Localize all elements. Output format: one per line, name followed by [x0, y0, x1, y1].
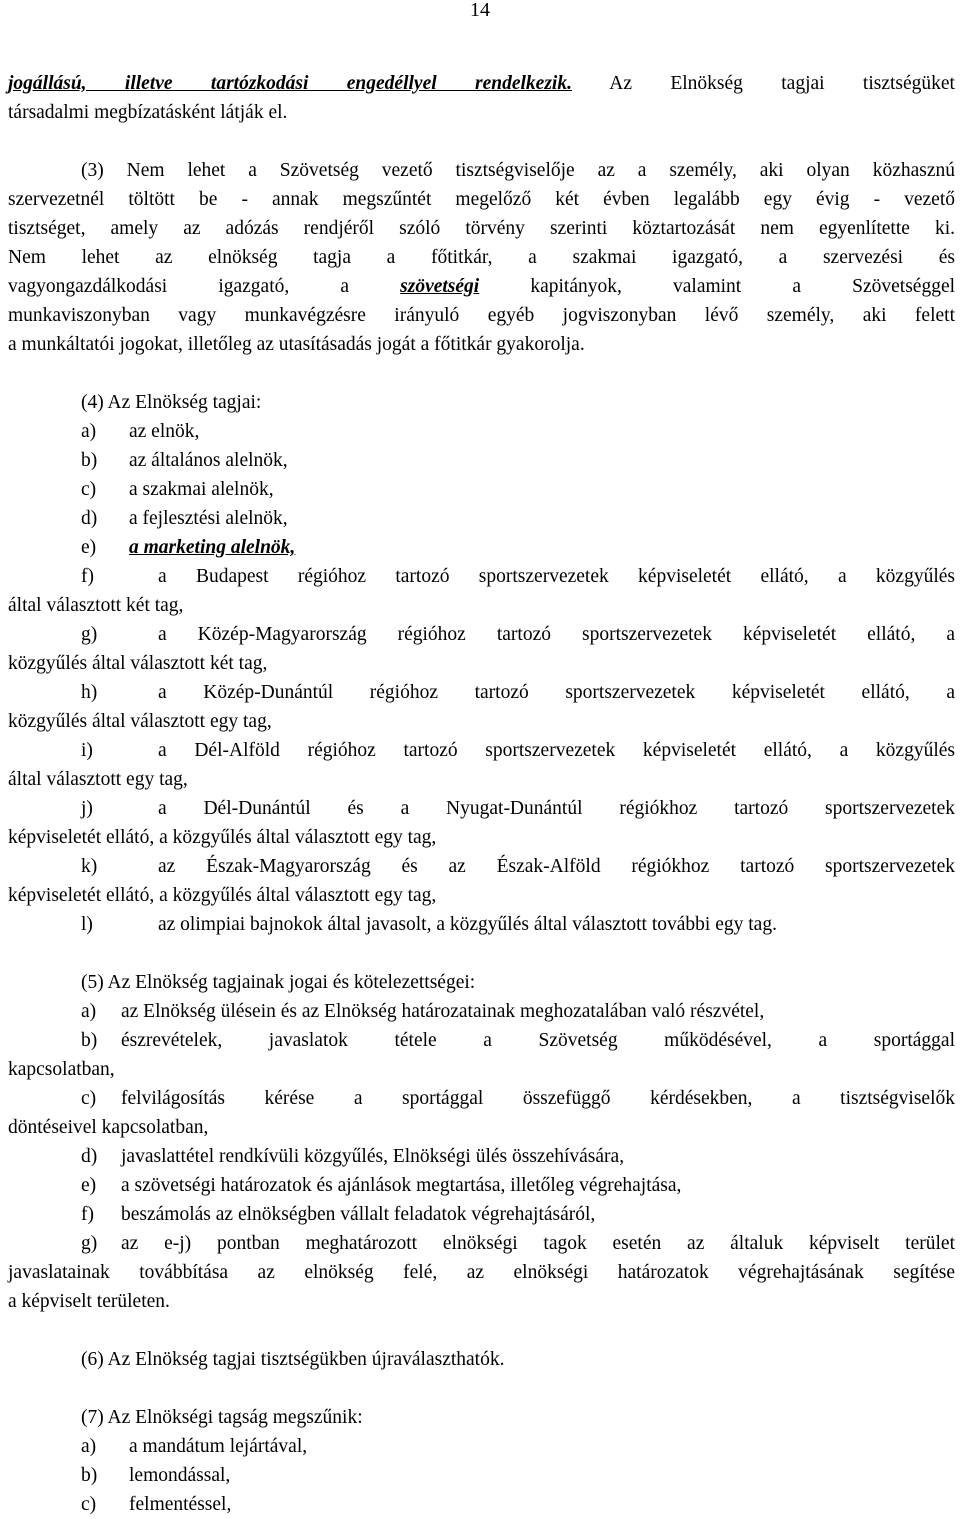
para5-item-c: c) felvilágosítás kérése a sportággal összefüggő kérdésekben, a tisztségviselők: [81, 1088, 955, 1109]
para4-item-h: h) a Közép-Dunántúl régióhoz tartozó sportszervezetek képviseletét ellátó, a: [81, 682, 955, 703]
page-number: 14: [470, 0, 490, 21]
para4-item-a: a) az elnök,: [81, 421, 200, 442]
para5-item-a: a) az Elnökség ülésein és az Elnökség határozatainak meghozatalában való részvétel,: [81, 1001, 765, 1022]
para3-line-6: munkaviszonyban vagy munkavégzésre irányuló egyéb jogviszonyban lévő személy, aki felett: [8, 305, 955, 326]
para3-line-7: a munkáltatói jogokat, illetőleg az utasításadás jogát a főtitkár gyakorolja.: [8, 334, 585, 355]
para7-heading: (7) Az Elnökségi tagság megszűnik:: [81, 1407, 363, 1428]
para5-item-g: g) az e-j) pontban meghatározott elnökségi tagok esetén az általuk képviselt terület: [81, 1233, 955, 1254]
para4-item-d: d) a fejlesztési alelnök,: [81, 508, 288, 529]
szovetsegi-emphasis: szövetségi: [400, 276, 480, 297]
intro-line-1: jogállású, illetve tartózkodási engedéllyel rendelkezik. Az Elnökség tagjai tisztségüket: [8, 73, 955, 94]
para5-item-d: d) javaslattétel rendkívüli közgyűlés, Elnökségi ülés összehívására,: [81, 1146, 625, 1167]
para5-item-e: e) a szövetségi határozatok és ajánlások megtartása, illetőleg végrehajtása,: [81, 1175, 682, 1196]
para7-item-a: a) a mandátum lejártával,: [81, 1436, 308, 1457]
document-body: jogállású, illetve tartózkodási engedéllyel rendelkezik. Az Elnökség tagjai tisztségüket társadalmi megbízatásként látják el. (3) Nem lehet a Szövetség vezető tisztségviselője az a személy, aki olyan közhasznú szervezetnél töltött be - annak megszűntét megelőző két évben legalább egy évig - vezető tisztséget, amely az adózás rendjéről szóló törvény szerinti köztartozását nem egyenlítette ki. Nem lehet az elnökség tagja a főtitkár, a szakmai igazgató, a szervezési és vagyongazdálkodási igazgató, a szövetségi kapitányok, valamint a Szövetséggel munkaviszonyban vagy munkavégzésre irányuló egyéb jogviszonyban lévő személy, aki felett a munkáltatói jogokat, illetőleg az utasításadás jogát a főtitkár gyakorolja. (4) Az Elnökség tagjai: a) az elnök, b) az általános alelnök, c) a szakmai alelnök, d) a fejlesztési alelnök, e) a marketing alelnök, f) a Budapest régióhoz tartozó sportszervezetek képviseletét ellátó, a közgyűlés által választott két tag, g) a Közép-Magyarország régióhoz tartozó sportszervezetek képviseletét ellátó, a közgyűlés által választott két tag, h) a Közép-Dunántúl régióhoz tartozó sportszervezetek képviseletét ellátó, a közgyűlés által választott egy tag, i) a Dél-Alföld régióhoz tartozó sportszervezetek képviseletét ellátó, a közgyűlés által választott egy tag, j) a Dél-Dunántúl és a Nyugat-Dunántúl régiókhoz tartozó sportszervezetek képviseletét ellátó, a közgyűlés által választott egy tag, k) az Észak-Magyarország és az Észak-Alföld régiókhoz tartozó sportszervezetek képviseletét ellátó, a közgyűlés által választott egy tag, l) az olimpiai bajnokok által javasolt, a közgyűlés által választott további egy tag. (5) Az Elnökség tagjainak jogai és kötelezettségei: a) az Elnökség ülésein és az Elnökség határozatainak meghozatalában való részvétel, b) észrevételek, javaslatok tétele a Szövetség működésével, a sportággal kapcsolatban, c) felvilágosítás kérése a sportággal összefüggő kérdésekben, a tisztségviselők döntéseivel kapcsolatban, d) javaslattétel rendkívüli közgyűlés, Elnökségi ülés összehívására, e) a szövetségi határozatok és ajánlások megtartása, illetőleg végrehajtása, f) beszámolás az elnökségben vállalt feladatok végrehajtásáról, g) az e-j) pontban meghatározott elnökségi tagok esetén az általuk képviselt terület javaslatainak továbbítása az elnökség felé, az elnökségi határozatok végrehajtásának segítése a képviselt területen. (6) Az Elnökség tagjai tisztségükben újraválaszthatók. (7) Az Elnökségi tagság megszűnik: a) a mandátum lejártával, b) lemondással, c) felmentéssel,: [8, 69, 955, 1519]
intro-line-2: társadalmi megbízatásként látják el.: [8, 102, 288, 123]
para3-line-5: vagyongazdálkodási igazgató, a szövetségi kapitányok, valamint a Szövetséggel: [8, 276, 956, 297]
para4-item-c: c) a szakmai alelnök,: [81, 479, 274, 500]
para7-item-c: c) felmentéssel,: [81, 1494, 232, 1515]
para7-item-b: b) lemondással,: [81, 1465, 231, 1486]
para4-item-e: e) a marketing alelnök,: [8, 533, 955, 562]
para4-item-k: k) az Észak-Magyarország és az Észak-Alföld régiókhoz tartozó sportszervezetek: [81, 856, 955, 877]
para3-line-4: Nem lehet az elnökség tagja a főtitkár, a szakmai igazgató, a szervezési és: [8, 247, 955, 268]
para4-item-b: b) az általános alelnök,: [81, 450, 288, 471]
marketing-emphasis: a marketing alelnök,: [129, 537, 296, 558]
para5-item-f: f) beszámolás az elnökségben vállalt feladatok végrehajtásáról,: [81, 1204, 596, 1225]
para3-line-1: (3) Nem lehet a Szövetség vezető tisztségviselője az a személy, aki olyan közhasznú: [81, 160, 955, 181]
para4-item-g: g) a Közép-Magyarország régióhoz tartozó sportszervezetek képviseletét ellátó, a: [81, 624, 955, 645]
para4-item-f: f) a Budapest régióhoz tartozó sportszervezetek képviseletét ellátó, a közgyűlés: [81, 566, 955, 587]
para5-heading: (5) Az Elnökség tagjainak jogai és kötelezettségei:: [81, 972, 476, 993]
para4-heading: (4) Az Elnökség tagjai:: [81, 392, 262, 413]
para4-item-i: i) a Dél-Alföld régióhoz tartozó sportszervezetek képviseletét ellátó, a közgyűlés: [81, 740, 955, 761]
para6: (6) Az Elnökség tagjai tisztségükben újraválaszthatók.: [81, 1349, 505, 1370]
para3-line-3: tisztséget, amely az adózás rendjéről szóló törvény szerinti köztartozását nem egyenlítette ki.: [8, 218, 955, 239]
para4-item-j: j) a Dél-Dunántúl és a Nyugat-Dunántúl régiókhoz tartozó sportszervezetek: [81, 798, 955, 819]
intro-emphasis: jogállású, illetve tartózkodási engedéllyel rendelkezik.: [8, 73, 572, 94]
para4-item-l: l) az olimpiai bajnokok által javasolt, a közgyűlés által választott további egy tag.: [81, 914, 777, 935]
para3-line-2: szervezetnél töltött be - annak megszűntét megelőző két évben legalább egy évig - vezető: [8, 189, 955, 210]
para5-item-b: b) észrevételek, javaslatok tétele a Szövetség működésével, a sportággal: [81, 1030, 955, 1051]
